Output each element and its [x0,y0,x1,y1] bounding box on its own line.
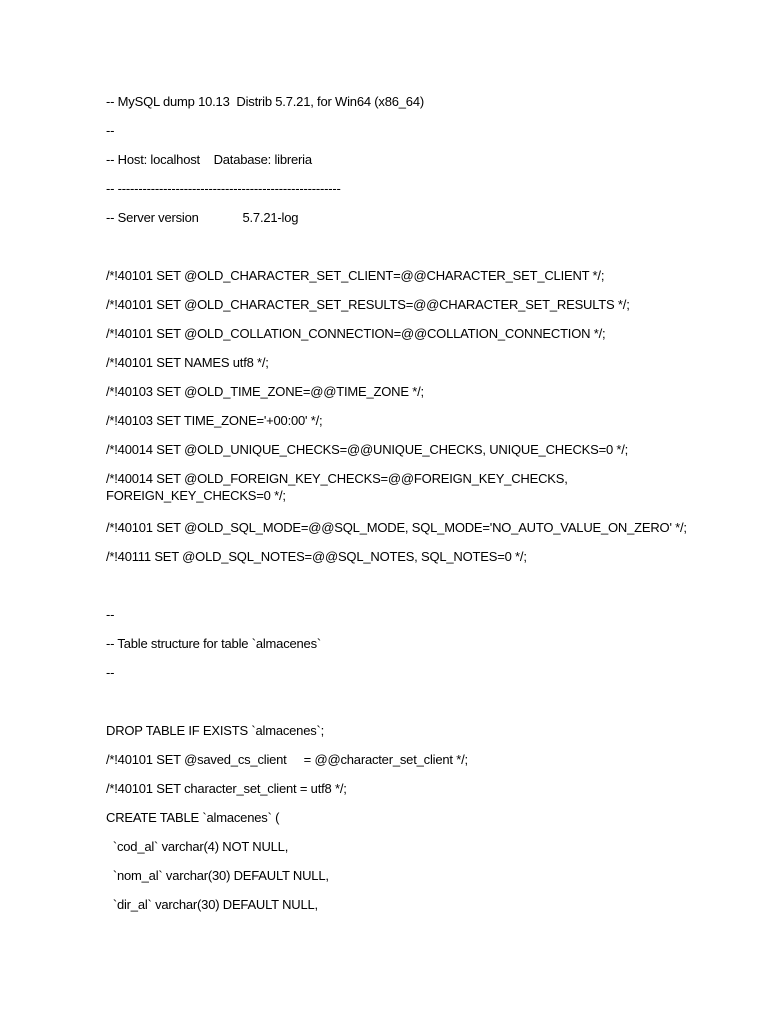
sql-line: /*!40101 SET @OLD_COLLATION_CONNECTION=@@COLLATION_CONNECTION */; [106,326,606,341]
sql-line: /*!40101 SET @saved_cs_client = @@character_set_client */; [106,752,468,767]
sql-line-wrapped: /*!40014 SET @OLD_FOREIGN_KEY_CHECKS=@@FOREIGN_KEY_CHECKS, FOREIGN_KEY_CHECKS=0 */; [106,471,572,503]
sql-line: /*!40014 SET @OLD_UNIQUE_CHECKS=@@UNIQUE_CHECKS, UNIQUE_CHECKS=0 */; [106,442,629,457]
sql-line: /*!40101 SET character_set_client = utf8 */; [106,781,347,796]
drop-table-line: DROP TABLE IF EXISTS `almacenes`; [106,723,325,738]
table-structure-comment: -- Table structure for table `almacenes` [106,636,322,651]
sql-line: /*!40101 SET @OLD_SQL_MODE=@@SQL_MODE, SQL_MODE='NO_AUTO_VALUE_ON_ZERO' */; [106,520,687,535]
server-version-line: -- Server version 5.7.21-log [106,210,299,225]
column-definition-line: `cod_al` varchar(4) NOT NULL, [106,839,289,854]
comment-separator-line: -- [106,665,115,680]
sql-line: /*!40103 SET @OLD_TIME_ZONE=@@TIME_ZONE */; [106,384,424,399]
host-database-line: -- Host: localhost Database: libreria [106,152,312,167]
column-definition-line: `dir_al` varchar(30) DEFAULT NULL, [106,897,318,912]
dump-header-line: -- MySQL dump 10.13 Distrib 5.7.21, for Win64 (x86_64) [106,94,424,109]
sql-line: /*!40101 SET @OLD_CHARACTER_SET_RESULTS=@@CHARACTER_SET_RESULTS */; [106,297,630,312]
column-definition-line: `nom_al` varchar(30) DEFAULT NULL, [106,868,329,883]
comment-separator-line: -- [106,123,115,138]
dashed-rule-line: -- ------------------------------------------------------ [106,181,341,196]
sql-line: /*!40111 SET @OLD_SQL_NOTES=@@SQL_NOTES, SQL_NOTES=0 */; [106,549,527,564]
sql-line: /*!40103 SET TIME_ZONE='+00:00' */; [106,413,323,428]
comment-separator-line: -- [106,607,115,622]
sql-line: /*!40101 SET NAMES utf8 */; [106,355,269,370]
sql-line: /*!40101 SET @OLD_CHARACTER_SET_CLIENT=@@CHARACTER_SET_CLIENT */; [106,268,605,283]
create-table-line: CREATE TABLE `almacenes` ( [106,810,280,825]
